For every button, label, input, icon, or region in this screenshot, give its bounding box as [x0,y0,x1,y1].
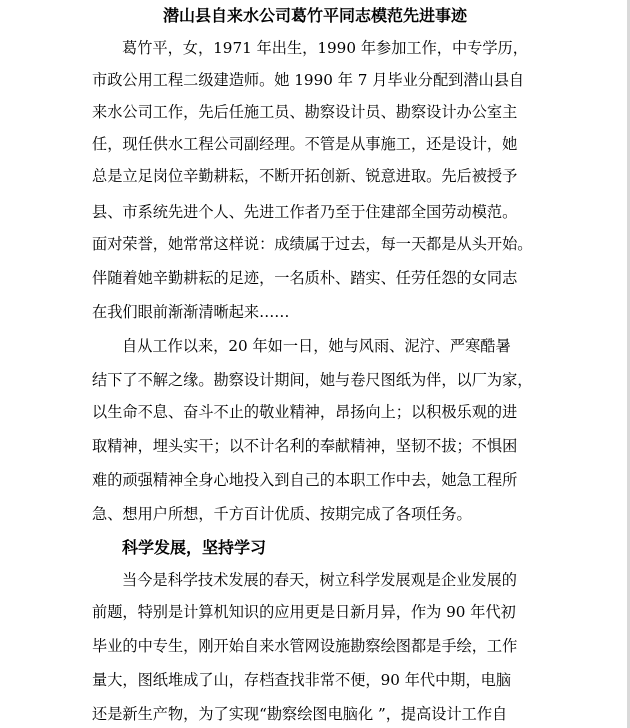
paragraph-line: 市政公用工程二级建造师。她 1990 年 7 月毕业分配到潜山县自 [92,71,525,89]
section-heading: 科学发展，坚持学习 [122,538,267,557]
paragraph-line: 总是立足岗位辛勤耕耘，不断开拓创新、锐意进取。先后被授予 [92,167,518,185]
paragraph-line: 伴随着她辛勤耕耘的足迹，一名质朴、踏实、任劳任怨的女同志 [92,269,518,287]
paragraph-line: 毕业的中专生，刚开始自来水管网设施勘察绘图都是手绘，工作 [92,637,518,655]
paragraph-line: 葛竹平，女，1971 年出生，1990 年参加工作，中专学历， [122,39,528,57]
paragraph-line: 结下了不解之缘。勘察设计期间，她与卷尺图纸为伴，以厂为家， [92,371,533,389]
paragraph-line: 县、市系统先进个人、先进工作者乃至于住建部全国劳动模范。 [92,203,518,221]
paragraph-line: 面对荣誉，她常常这样说：成绩属于过去，每一天都是从头开始。 [92,235,533,253]
paragraph-line: 任，现任供水工程公司副经理。不管是从事施工，还是设计，她 [92,135,518,153]
paragraph-line: 还是新生产物，为了实现“勘察绘图电脑化 ”，提高设计工作自 [92,705,508,723]
paragraph-line: 前题，特别是计算机知识的应用更是日新月异，作为 90 年代初 [92,603,516,621]
paragraph-line: 当今是科学技术发展的春天，树立科学发展观是企业发展的 [122,571,517,589]
document-title: 潜山县自来水公司葛竹平同志模范先进事迹 [162,6,467,25]
paragraph-line: 难的顽强精神全身心地投入到自己的本职工作中去，她急工程所 [92,471,518,489]
paragraph-line: 量大，图纸堆成了山，存档查找非常不便，90 年代中期，电脑 [92,671,512,689]
paragraph-line: 急、想用户所想，千方百计优质、按期完成了各项任务。 [92,505,472,523]
paragraph-line: 在我们眼前渐渐清晰起来…… [92,303,290,321]
paragraph-line: 以生命不息、奋斗不止的敬业精神，昂扬向上；以积极乐观的进 [92,403,518,421]
paragraph-line: 来水公司工作，先后任施工员、勘察设计员、勘察设计办公室主 [92,103,518,121]
paragraph-line: 取精神，埋头实干；以不计名利的奉献精神，坚韧不拔；不惧困 [92,437,518,455]
paragraph-line: 自从工作以来，20 年如一日，她与风雨、泥泞、严寒酷暑 [122,337,511,355]
